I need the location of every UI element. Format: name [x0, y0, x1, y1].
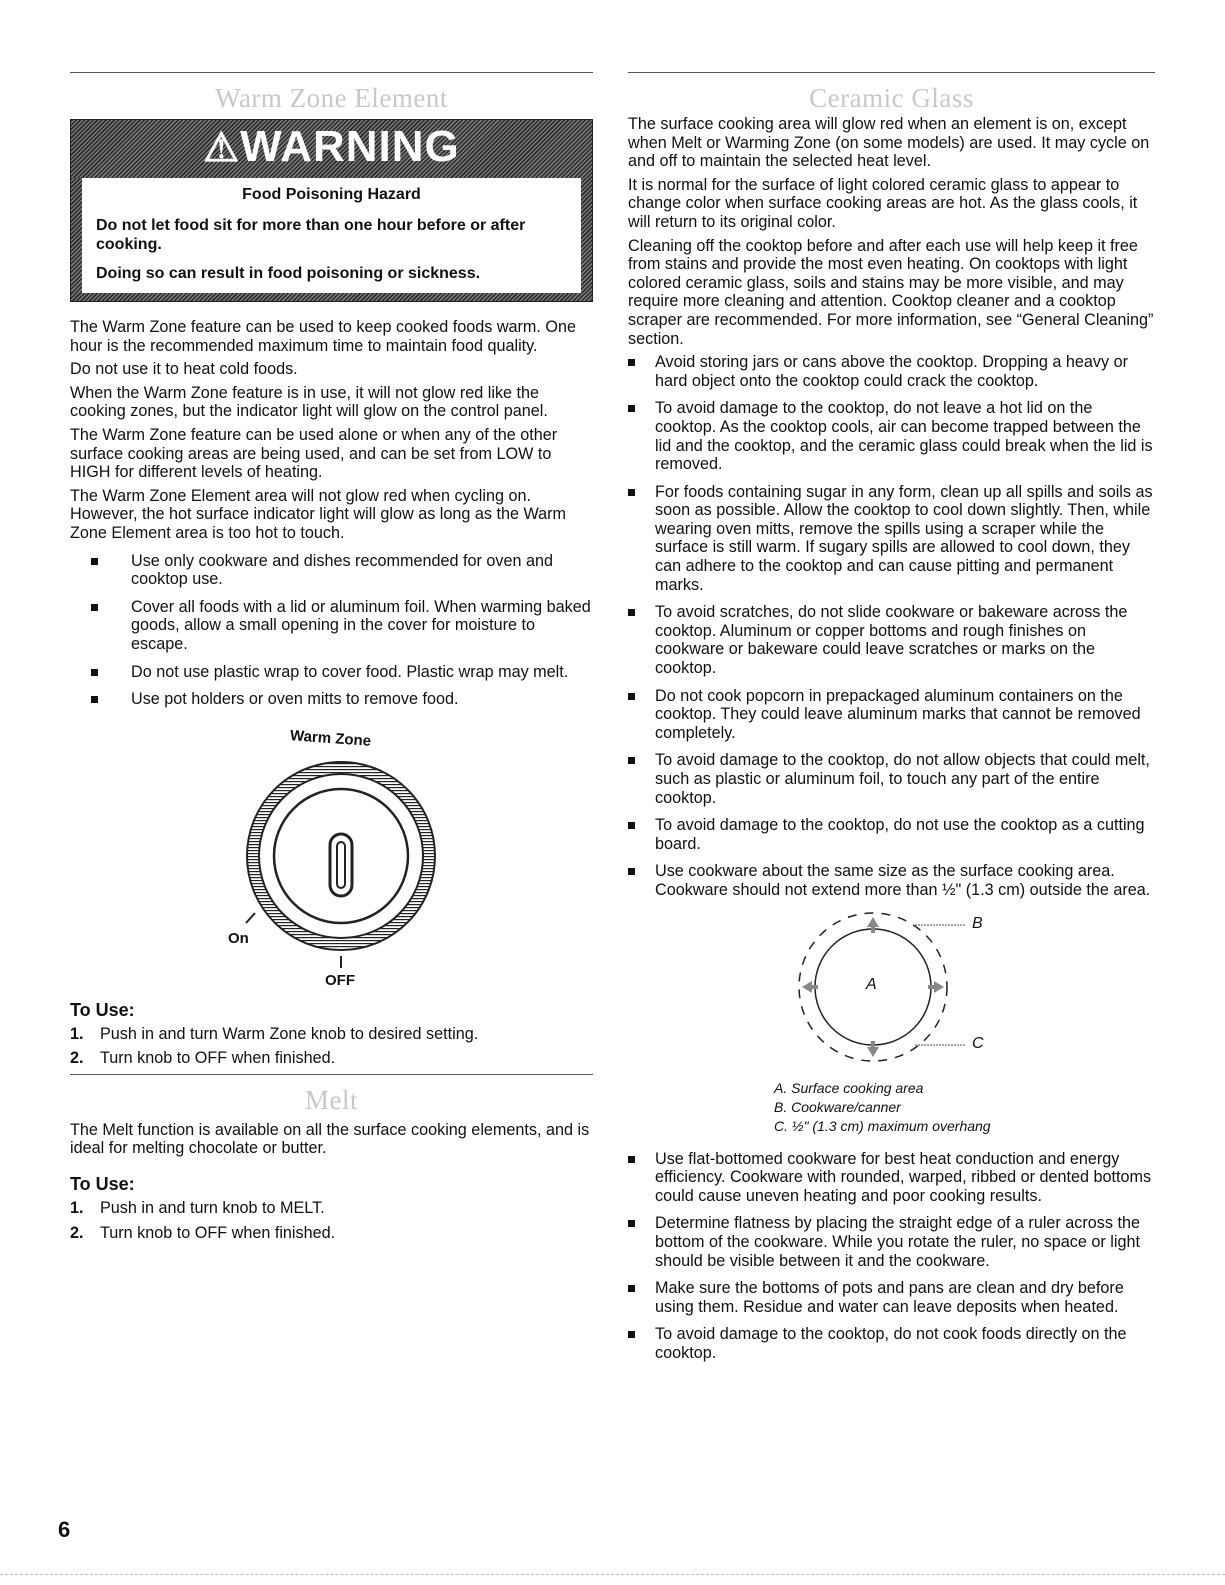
step-number: 2.	[70, 1049, 84, 1068]
list-item	[628, 1325, 1155, 1362]
warning-body	[71, 178, 592, 293]
bullet-icon	[628, 1156, 635, 1163]
paragraph: The surface cooking area will glow red when an element is on, except when Melt or Warming Zone (on some models) are used. It may cycle on and off to maintain the selected heat level.	[628, 115, 1150, 171]
step-item	[70, 1049, 593, 1068]
list-item	[628, 603, 1155, 677]
list-item-text: Make sure the bottoms of pots and pans are clean and dry before using them. Residue and water can leave deposits when heated.	[655, 1279, 1124, 1316]
cookware-overhang-diagram	[628, 909, 1155, 1079]
paragraph: The Warm Zone feature can be used to keep cooked foods warm. One hour is the recommended maximum time to maintain food quality.	[70, 318, 576, 355]
bullet-icon	[628, 757, 635, 764]
bullet-icon	[628, 359, 635, 366]
list-item	[70, 552, 593, 589]
section-rule	[628, 72, 1155, 73]
warm-zone-knob-illustration	[70, 718, 593, 990]
list-item-text: To avoid damage to the cooktop, do not use the cooktop as a cutting board.	[655, 816, 1145, 853]
bullet-icon	[628, 1220, 635, 1227]
melt-paragraph: The Melt function is available on all the surface cooking elements, and is ideal for melting chocolate or butter.	[70, 1120, 590, 1158]
diagram-caption-a: A. Surface cooking area	[774, 1079, 924, 1096]
list-item-text: For foods containing sugar in any form, clean up all spills and soils as soon as possible. Allow the cooktop to cool down slightly. Then, while wearing oven mitts, remove the spills using a scraper while the surface is still warm. If sugary spills are allowed to cool down, they can adhere to the cooktop and can cause pitting and permanent marks.	[655, 482, 1153, 594]
list-item-text: Cover all foods with a lid or aluminum foil. When warming baked goods, allow a small opening in the cover for moisture to escape.	[131, 597, 591, 653]
left-column	[70, 72, 593, 1248]
list-item	[628, 751, 1155, 807]
list-item-text: Do not cook popcorn in prepackaged aluminum containers on the cooktop. They could leave aluminum marks that cannot be removed completely.	[655, 686, 1141, 742]
paragraph: The Warm Zone Element area will not glow red when cycling on. However, the hot surface indicator light will glow as long as the Warm Zone Element area is too hot to touch.	[70, 486, 567, 542]
list-item-text: Use only cookware and dishes recommended for oven and cooktop use.	[131, 551, 554, 589]
list-item	[628, 353, 1155, 390]
ceramic-glass-bullets	[628, 353, 1155, 899]
page-number: 6	[58, 1517, 71, 1542]
diagram-caption-b: B. Cookware/canner	[774, 1098, 901, 1115]
list-item-text: Use pot holders or oven mitts to remove food.	[131, 690, 459, 709]
list-item	[70, 663, 593, 682]
warm-zone-bullets	[70, 552, 593, 709]
step-number: 2.	[70, 1223, 84, 1242]
warning-text	[82, 178, 581, 293]
bullet-icon	[91, 696, 98, 703]
list-item-text: To avoid damage to the cooktop, do not allow objects that could melt, such as plastic or aluminum foil, to touch any part of the entire cooktop.	[655, 751, 1150, 807]
bullet-icon	[628, 1331, 635, 1338]
list-item-text: Determine flatness by placing the straight edge of a ruler across the bottom of the cookware. While you rotate the ruler, no space or light should be visible between it and the cookware.	[655, 1214, 1140, 1270]
step-number: 1.	[70, 1199, 84, 1218]
bullet-icon	[91, 558, 98, 565]
warm-zone-steps	[70, 1025, 593, 1068]
step-item	[70, 1199, 593, 1218]
list-item	[628, 1150, 1155, 1206]
section-rule	[70, 72, 593, 73]
bullet-icon	[628, 822, 635, 829]
melt-to-use-heading: To Use:	[70, 1174, 135, 1195]
warm-zone-title: Warm Zone Element	[215, 83, 448, 113]
diagram-label-c: C	[972, 1034, 984, 1052]
list-item	[628, 399, 1155, 473]
right-column	[628, 72, 1155, 1372]
warning-box	[70, 119, 593, 302]
diagram-label-b: B	[972, 914, 983, 932]
list-item-text: Use cookware about the same size as the surface cooking area. Cookware should not extend more than ½" (1.3 cm) outside the area.	[655, 862, 1151, 899]
paragraph: Cleaning off the cooktop before and after each use will help keep it free from stains and provide the most even heating. On cooktops with light colored ceramic glass, soils and stains may be more visible, and may require more cleaning and attention. Cooktop cleaner and a cooktop scraper are recommended. For more information, see “General Cleaning” section.	[628, 236, 1154, 348]
list-item-text: Avoid storing jars or cans above the cooktop. Dropping a heavy or hard object onto the cooktop could crack the cooktop.	[655, 353, 1129, 390]
list-item	[628, 687, 1155, 743]
knob-icon	[70, 718, 593, 990]
list-item-text: To avoid scratches, do not slide cookware or bakeware across the cooktop. Aluminum or copper bottoms and rough finishes on cookware or bakeware could leave scratches or marks on the cooktop.	[655, 603, 1128, 678]
bullet-icon	[628, 868, 635, 875]
warning-strip	[71, 178, 82, 293]
paragraph: It is normal for the surface of light colored ceramic glass to appear to change color when surface cooking areas are hot. As the glass cools, it will return to its original color.	[628, 175, 1138, 231]
list-item-text: Do not use plastic wrap to cover food. Plastic wrap may melt.	[131, 662, 569, 681]
warning-line-2: Doing so can result in food poisoning or sickness.	[96, 265, 481, 282]
list-item	[70, 598, 593, 654]
step-text: Turn knob to OFF when finished.	[100, 1223, 336, 1242]
list-item	[70, 690, 593, 709]
step-text: Push in and turn Warm Zone knob to desired setting.	[100, 1024, 479, 1043]
step-item	[70, 1224, 593, 1243]
bullet-icon	[628, 489, 635, 496]
melt-title: Melt	[305, 1084, 358, 1115]
warning-line-1: Do not let food sit for more than one hour before or after cooking.	[96, 217, 526, 253]
to-use-heading: To Use:	[70, 999, 135, 1020]
section-rule	[70, 1074, 593, 1075]
knob-on-label: On	[228, 929, 249, 947]
warning-triangle-icon: ⚠	[203, 126, 241, 170]
warning-bottom-strip	[71, 293, 592, 301]
bullet-icon	[91, 604, 98, 611]
ceramic-glass-title: Ceramic Glass	[809, 83, 974, 113]
knob-label: Warm Zone	[289, 726, 372, 750]
diagram-caption-c: C. ½" (1.3 cm) maximum overhang	[774, 1117, 991, 1134]
list-item	[628, 1214, 1155, 1270]
warning-title: Food Poisoning Hazard	[242, 186, 421, 203]
overhang-diagram-icon	[628, 909, 1155, 1079]
warning-label: WARNING	[240, 122, 460, 171]
bullet-icon	[628, 1285, 635, 1292]
list-item-text: To avoid damage to the cooktop, do not cook foods directly on the cooktop.	[655, 1325, 1127, 1362]
paragraph: When the Warm Zone feature is in use, it will not glow red like the cooking zones, but the indicator light will glow on the control panel.	[70, 383, 548, 421]
diagram-label-a: A	[866, 975, 877, 993]
warning-header-text	[71, 122, 592, 172]
bullet-icon	[628, 405, 635, 412]
bottom-divider	[0, 1574, 1225, 1575]
step-item	[70, 1025, 593, 1044]
list-item-text: Use flat-bottomed cookware for best heat conduction and energy efficiency. Cookware with rounded, warped, ribbed or dented bottoms could cause uneven heating and poor cooking results.	[655, 1149, 1152, 1205]
list-item	[628, 483, 1155, 595]
step-number: 1.	[70, 1024, 84, 1043]
list-item	[628, 1279, 1155, 1316]
paragraph: Do not use it to heat cold foods.	[70, 360, 298, 379]
list-item-text: To avoid damage to the cooktop, do not leave a hot lid on the cooktop. As the cooktop cools, air can become trapped between the lid and the cooktop, and the ceramic glass could break when the lid is removed.	[655, 399, 1153, 474]
bullet-icon	[91, 669, 98, 676]
cookware-bullets	[628, 1150, 1155, 1363]
list-item	[628, 862, 1155, 899]
bullet-icon	[628, 693, 635, 700]
melt-steps	[70, 1199, 593, 1242]
step-text: Turn knob to OFF when finished.	[100, 1049, 336, 1068]
step-text: Push in and turn knob to MELT.	[100, 1199, 325, 1218]
list-item	[628, 816, 1155, 853]
bullet-icon	[628, 609, 635, 616]
paragraph: The Warm Zone feature can be used alone or when any of the other surface cooking areas are being used, and can be set from LOW to HIGH for different levels of heating.	[70, 425, 558, 482]
warning-header	[71, 120, 592, 178]
warning-strip	[581, 178, 592, 293]
knob-off-label: OFF	[325, 971, 355, 989]
